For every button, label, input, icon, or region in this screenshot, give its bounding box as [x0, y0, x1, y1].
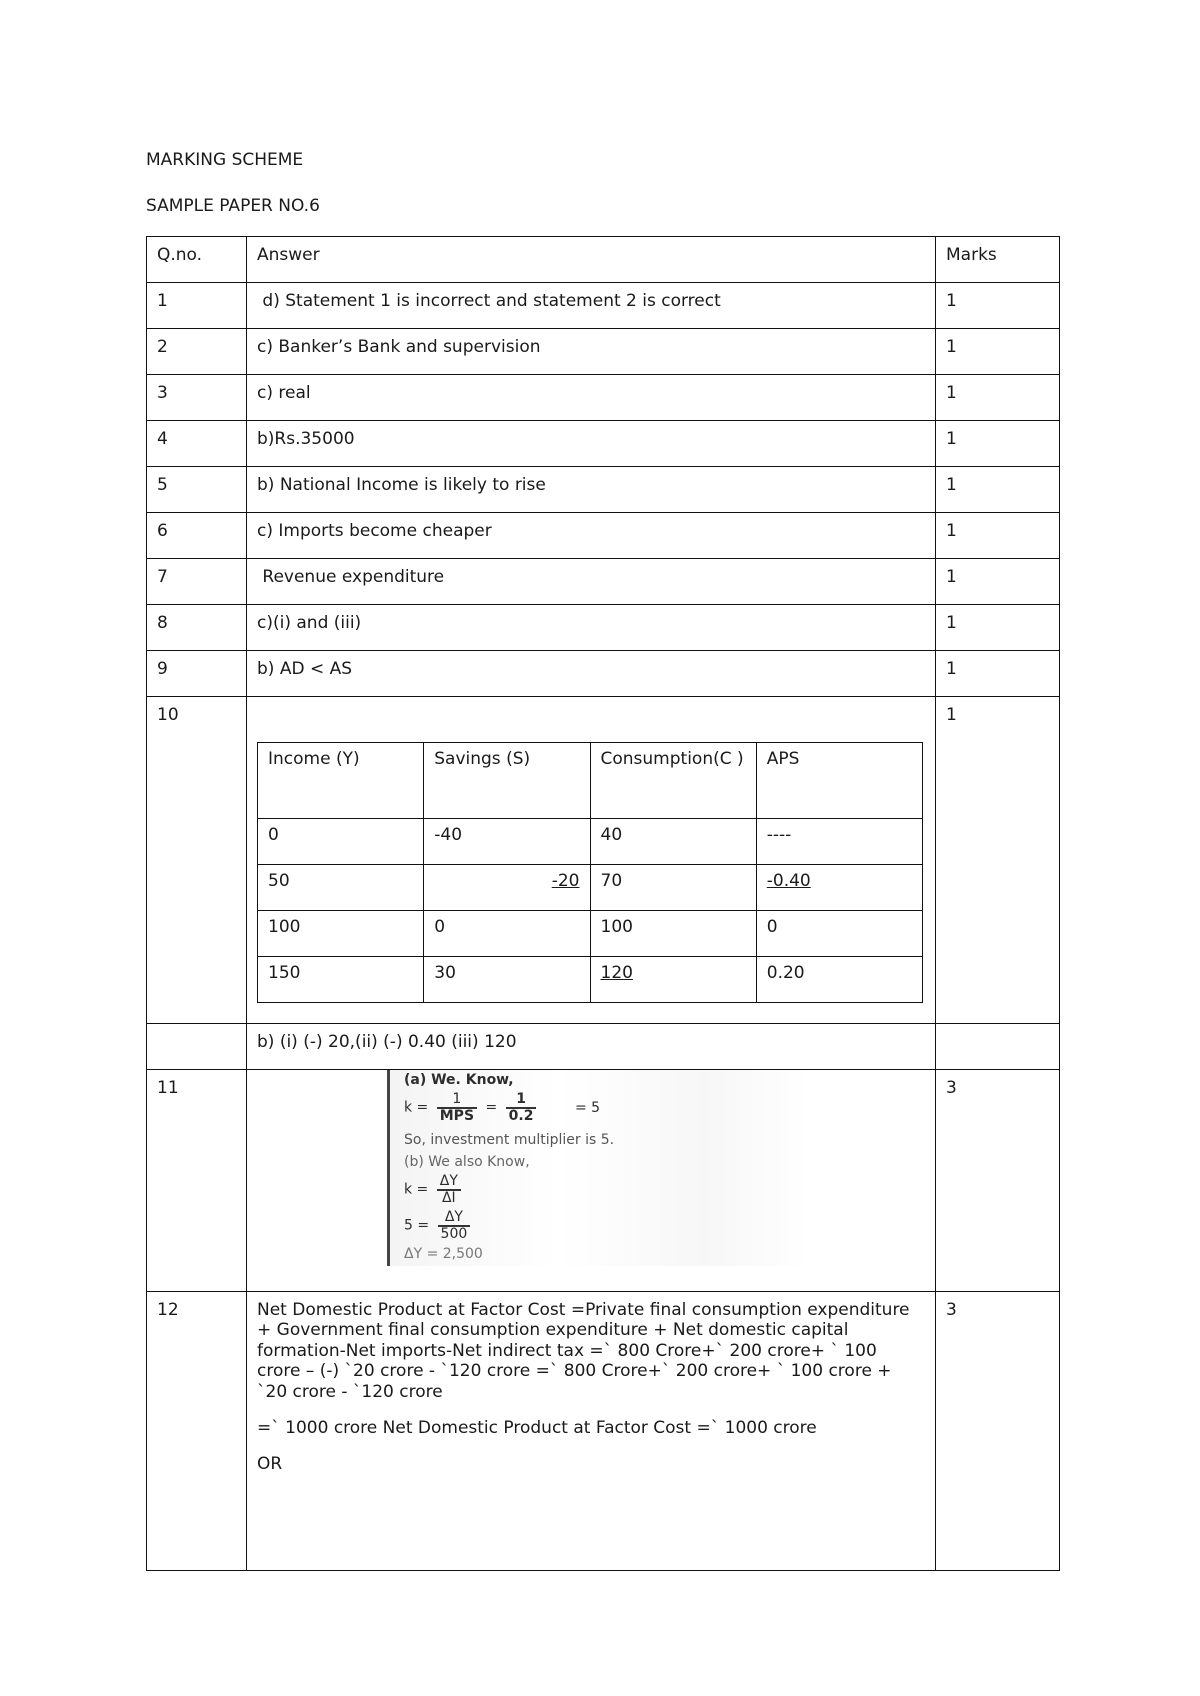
- row-marks: 1: [936, 329, 1060, 375]
- fraction: [437, 1092, 477, 1123]
- fraction: [506, 1092, 537, 1123]
- row-answer: c) Banker’s Bank and supervision: [247, 329, 936, 375]
- numerator: ΔY: [438, 1210, 471, 1227]
- inner-cell: 0: [756, 911, 922, 957]
- q11-answer-cell: [247, 1070, 936, 1292]
- row-qno: 1: [147, 283, 247, 329]
- row-qno: 8: [147, 605, 247, 651]
- fraction: [437, 1174, 461, 1205]
- table-row: [147, 283, 1060, 329]
- row-answer: c)(i) and (iii): [247, 605, 936, 651]
- row-qno: 4: [147, 421, 247, 467]
- calc-line: ΔY = 2,500: [404, 1246, 483, 1262]
- row-marks: 3: [936, 1292, 1060, 1571]
- row-qno: 12: [147, 1292, 247, 1571]
- inner-cell: -40: [424, 819, 590, 865]
- row-marks: 1: [936, 467, 1060, 513]
- inner-cell: 150: [258, 957, 424, 1003]
- numerator: ΔY: [437, 1174, 461, 1191]
- table-row: [147, 421, 1060, 467]
- inner-cell: 30: [424, 957, 590, 1003]
- row-qno: 2: [147, 329, 247, 375]
- inner-cell: 100: [258, 911, 424, 957]
- row-answer: b)Rs.35000: [247, 421, 936, 467]
- inner-cell: 50: [258, 865, 424, 911]
- inner-row: [258, 865, 923, 911]
- document-title: MARKING SCHEME: [146, 150, 304, 170]
- underlined-value: -20: [551, 871, 580, 891]
- table-row: [147, 559, 1060, 605]
- numerator: 1: [506, 1092, 537, 1109]
- row-marks: 1: [936, 375, 1060, 421]
- inner-header: Consumption(C ): [590, 743, 756, 819]
- answer-paragraph: =` 1000 crore Net Domestic Product at Factor Cost =` 1000 crore: [257, 1417, 817, 1438]
- inner-cell: ----: [756, 819, 922, 865]
- table-row-q12: [147, 1292, 1060, 1571]
- row-answer: d) Statement 1 is incorrect and statement 2 is correct: [247, 283, 936, 329]
- q10-answer-line: b) (i) (-) 20,(ii) (-) 0.40 (iii) 120: [247, 1024, 936, 1070]
- row-qno: 7: [147, 559, 247, 605]
- row-answer: c) real: [247, 375, 936, 421]
- inner-row: [258, 911, 923, 957]
- table-row: [147, 375, 1060, 421]
- row-answer: Revenue expenditure: [247, 559, 936, 605]
- row-qno: 6: [147, 513, 247, 559]
- inner-header: APS: [756, 743, 922, 819]
- inner-cell: 0.20: [756, 957, 922, 1003]
- row-marks: 3: [936, 1070, 1060, 1292]
- table-row-q10-answer: [147, 1024, 1060, 1070]
- answer-paragraph: Net Domestic Product at Factor Cost =Private final consumption expenditure + Government final consumption expenditure + Net domestic capital formation-Net imports-Net indirect tax =` 800 Crore+` 200 crore+ ` 100 crore – (-) `20 crore - `120 crore =` 800 Crore+` 200 crore+ ` 100 crore + `20 crore - `120 crore: [257, 1300, 910, 1402]
- denominator: ΔI: [441, 1189, 456, 1206]
- calc-label: 5 =: [404, 1217, 430, 1234]
- row-marks: 1: [936, 513, 1060, 559]
- calc-line: [404, 1210, 474, 1241]
- row-marks: 1: [936, 283, 1060, 329]
- table-row: [147, 513, 1060, 559]
- consumption-savings-table: [257, 742, 923, 1003]
- row-answer: b) National Income is likely to rise: [247, 467, 936, 513]
- row-qno: 11: [147, 1070, 247, 1292]
- row-qno: 10: [147, 697, 247, 1024]
- row-marks: 1: [936, 605, 1060, 651]
- denominator: 500: [440, 1225, 468, 1242]
- calc-label: =: [485, 1099, 498, 1116]
- underlined-value: 120: [600, 963, 633, 983]
- inner-header-row: [258, 743, 923, 819]
- table-row-q10: [147, 697, 1060, 1024]
- calc-label: k =: [404, 1181, 429, 1198]
- inner-row: [258, 819, 923, 865]
- inner-header: Savings (S): [424, 743, 590, 819]
- calc-label: k =: [404, 1099, 429, 1116]
- row-qno-empty: [147, 1024, 247, 1070]
- table-row-q11: [147, 1070, 1060, 1292]
- q12-answer-cell: [247, 1292, 936, 1571]
- row-answer: b) AD < AS: [247, 651, 936, 697]
- document-subtitle: SAMPLE PAPER NO.6: [146, 196, 320, 216]
- row-marks: 1: [936, 421, 1060, 467]
- denominator: MPS: [439, 1107, 475, 1124]
- row-answer: c) Imports become cheaper: [247, 513, 936, 559]
- inner-row: [258, 957, 923, 1003]
- header-qno: Q.no.: [147, 237, 247, 283]
- row-marks: 1: [936, 559, 1060, 605]
- table-row: [147, 605, 1060, 651]
- calc-line: [404, 1092, 600, 1123]
- multiplier-calculation-image: [387, 1070, 810, 1266]
- fraction: [438, 1210, 471, 1241]
- inner-cell: [756, 865, 922, 911]
- inner-cell: 0: [424, 911, 590, 957]
- inner-header: Income (Y): [258, 743, 424, 819]
- underlined-value: -0.40: [766, 871, 811, 891]
- inner-cell: 0: [258, 819, 424, 865]
- table-row: [147, 651, 1060, 697]
- marking-scheme-table: [146, 236, 1060, 1571]
- q10-answer-cell: [247, 697, 936, 1024]
- table-row: [147, 467, 1060, 513]
- calc-line: So, investment multiplier is 5.: [404, 1132, 615, 1148]
- inner-cell: 100: [590, 911, 756, 957]
- denominator: 0.2: [508, 1107, 534, 1124]
- table-header-row: [147, 237, 1060, 283]
- row-marks-empty: [936, 1024, 1060, 1070]
- calc-label: = 5: [574, 1099, 601, 1116]
- numerator: 1: [437, 1092, 477, 1109]
- inner-cell: 40: [590, 819, 756, 865]
- row-qno: 9: [147, 651, 247, 697]
- calc-line: (a) We. Know,: [404, 1072, 514, 1088]
- row-qno: 3: [147, 375, 247, 421]
- inner-cell: 70: [590, 865, 756, 911]
- inner-cell: [424, 865, 590, 911]
- inner-cell: [590, 957, 756, 1003]
- answer-paragraph: OR: [257, 1454, 283, 1475]
- row-marks: 1: [936, 651, 1060, 697]
- row-marks: 1: [936, 697, 1060, 1024]
- header-marks: Marks: [936, 237, 1060, 283]
- table-row: [147, 329, 1060, 375]
- row-qno: 5: [147, 467, 247, 513]
- header-answer: Answer: [247, 237, 936, 283]
- calc-line: (b) We also Know,: [404, 1154, 530, 1170]
- calc-line: [404, 1174, 465, 1205]
